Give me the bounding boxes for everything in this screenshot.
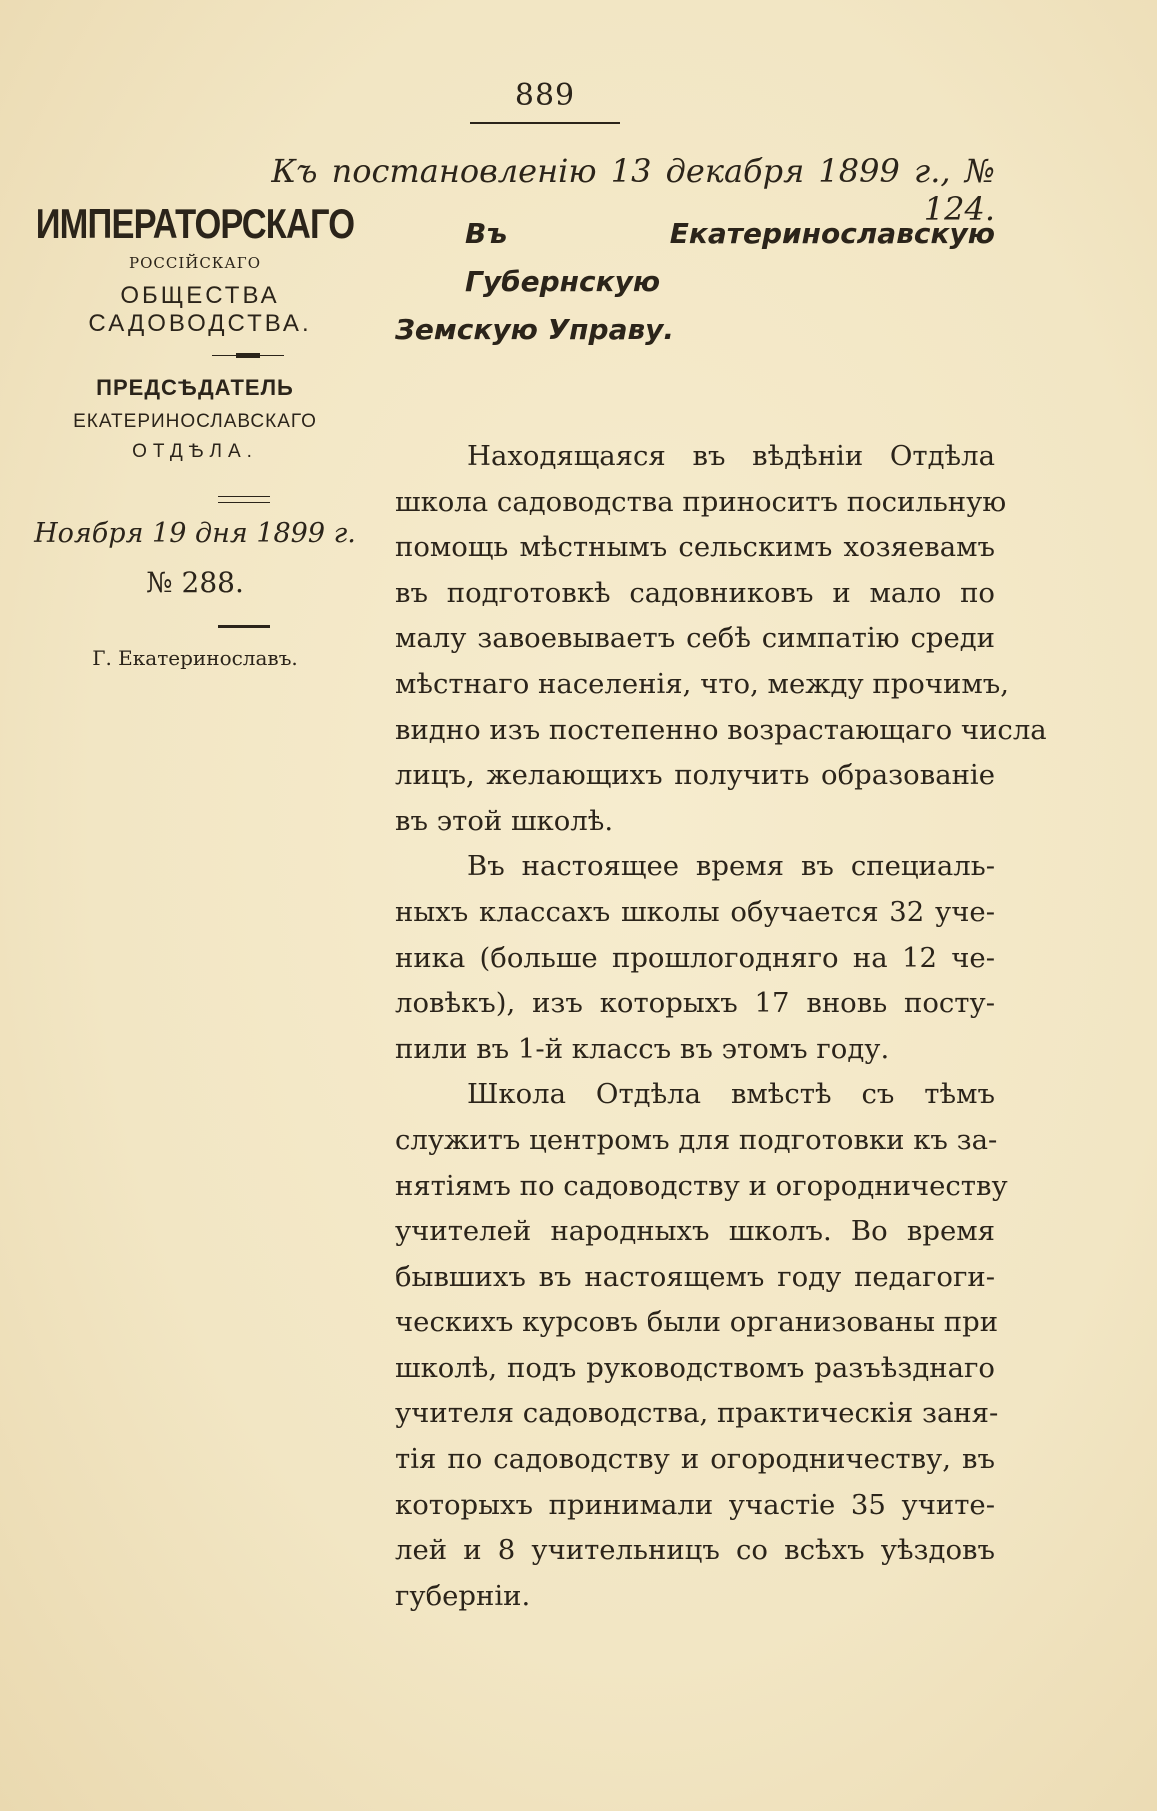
sender-heading [0, 200, 390, 338]
department-word: ОТДѢЛА. [132, 441, 258, 462]
body-line: школѣ, подъ руководствомъ разъѣзднаго [395, 1351, 995, 1384]
recipient-address [395, 210, 995, 354]
body-line: видно изъ постепенно возрастающаго числа [395, 713, 1047, 746]
letter-date: Ноября 19 дня 1899 г. [34, 518, 356, 549]
recipient-line-2: Земскую Управу. [395, 313, 675, 346]
sender-russian: РОССІЙСКАГО [128, 254, 262, 272]
body-line: ныхъ классахъ школы обучается 32 уче- [395, 895, 995, 928]
sender-society: ОБЩЕСТВА САДОВОДСТВА. [88, 282, 312, 337]
body-line: Находящаяся въ вѣдѣніи Отдѣла [467, 440, 995, 472]
body-line: Школа Отдѣла вмѣстѣ съ тѣмъ [467, 1078, 995, 1111]
ornament-divider [212, 353, 284, 359]
body-line: школа садоводства приноситъ посильную [395, 485, 1007, 518]
sender-imperial: ИМПЕРАТОРСКАГО [35, 200, 355, 247]
body-line: Въ настоящее время въ специаль- [467, 850, 995, 883]
letter-city: Г. Екатеринославъ. [92, 646, 298, 670]
body-line: лицъ, желающихъ получить образованіе [395, 759, 995, 792]
body-line: служитъ центромъ для подготовки къ за- [395, 1123, 998, 1156]
letter-number: № 288. [146, 566, 244, 599]
body-line: въ подготовкѣ садовниковъ и мало по [395, 576, 995, 609]
body-line: мѣстнаго населенія, что, между прочимъ, [395, 667, 1009, 700]
body-line: ловѣкъ), изъ которыхъ 17 вновь посту- [395, 987, 995, 1020]
body-line: учителя садоводства, практическія заня- [395, 1397, 999, 1430]
body-line: нятіямъ по садоводству и огородничеству [395, 1169, 1008, 1202]
body-line: ника (больше прошлогодняго на 12 че- [395, 941, 995, 974]
body-line: ческихъ курсовъ были организованы при [395, 1306, 999, 1339]
body-line: пили въ 1-й классъ въ этомъ году. [395, 1032, 890, 1065]
body-line: тія по садоводству и огородничеству, въ [395, 1443, 995, 1476]
body-line: губерніи. [395, 1579, 531, 1612]
department-name: ЕКАТЕРИНОСЛАВСКАГО [73, 411, 317, 432]
body-line: въ этой школѣ. [395, 804, 614, 837]
body-line: бывшихъ въ настоящемъ году педагоги- [395, 1260, 995, 1293]
body-line: учителей народныхъ школъ. Во время [395, 1215, 995, 1248]
recipient-line-1: Въ Екатеринославскую Губернскую [465, 217, 995, 298]
chairman-title: ПРЕДСѢДАТЕЛЬ [96, 375, 294, 400]
resolution-reference: Къ постановленію 13 декабря 1899 г., № 124. [271, 152, 995, 228]
rule-divider [218, 625, 270, 628]
page-number: 889 [514, 78, 576, 113]
page-number-rule [470, 122, 620, 124]
body-line: помощь мѣстнымъ сельскимъ хозяевамъ [395, 531, 995, 564]
body-line: малу завоевываетъ себѣ симпатію среди [395, 622, 995, 655]
chairman-block [0, 375, 390, 463]
body-line: лей и 8 учительницъ со всѣхъ уѣздовъ [395, 1534, 995, 1567]
body-line: которыхъ принимали участіе 35 учите- [395, 1488, 995, 1521]
letter-body [395, 434, 1047, 1619]
double-rule-divider [218, 496, 270, 503]
